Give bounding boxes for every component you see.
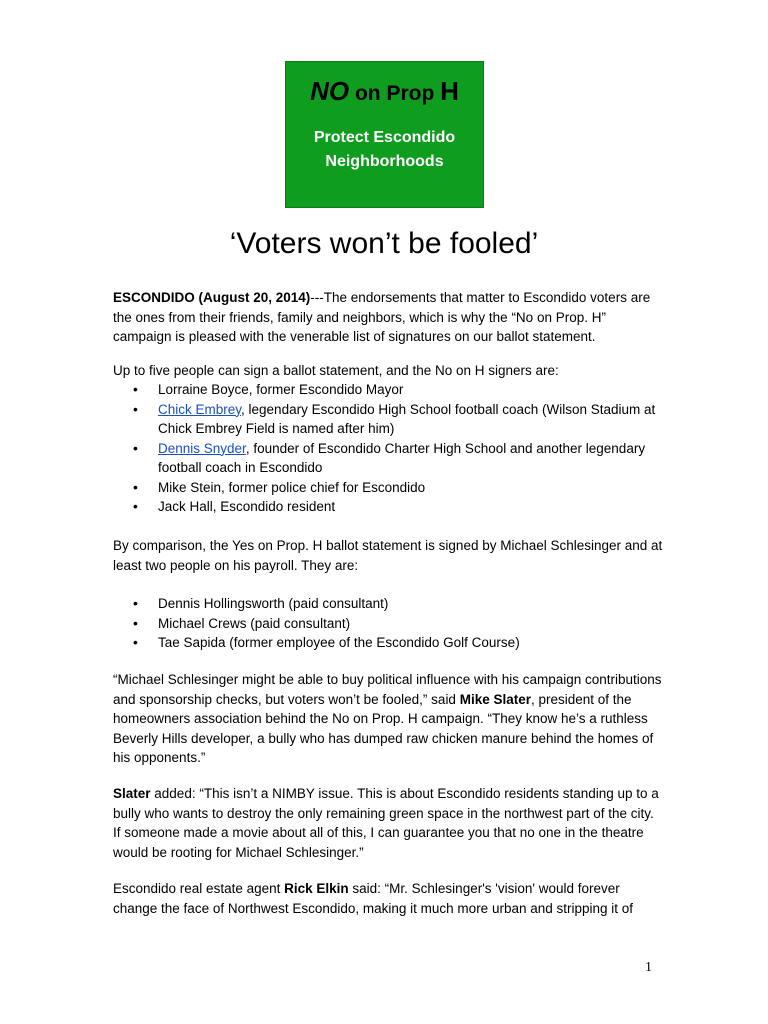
logo-line-3: Neighborhoods [325, 153, 444, 170]
quote-text: said: “Mr. Schlesinger's 'vision' would forever change the face of Northwest Escondido, making it much more urban and stripping it of [113, 881, 634, 916]
list-item-text: , founder of Escondido Charter High School and another legendary football coach in Escondido [158, 440, 646, 475]
page-title: ‘Voters won’t be fooled’ [229, 227, 539, 260]
speaker-name: Slater [113, 786, 151, 801]
intro-text: ---The endorsements that matter to Escondido voters are the ones from their friends, family and neighbors, which is why the “No on Prop. H” campaign is pleased with the venerable list of signatures on our ballot statement. [113, 290, 651, 344]
list-item: • Dennis Hollingsworth (paid consultant) [113, 594, 663, 614]
list-item: • Tae Sapida (former employee of the Escondido Golf Course) [113, 633, 663, 653]
dateline: ESCONDIDO (August 20, 2014) [113, 290, 311, 305]
speaker-name: Mike Slater [459, 691, 531, 707]
paragraph-intro [113, 288, 663, 347]
logo-line-2: Protect Escondido [313, 129, 456, 146]
chick-embrey-link[interactable]: Chick Embrey [158, 401, 242, 417]
dennis-snyder-link[interactable]: Dennis Snyder [158, 440, 246, 456]
list-item-text: , legendary Escondido High School football coach (Wilson Stadium at Chick Embrey Field is named after him) [158, 401, 656, 436]
logo-h: H [440, 76, 459, 106]
list-item [113, 400, 663, 439]
paragraph-comparison: By comparison, the Yes on Prop. H ballot statement is signed by Michael Schlesinger and at least two people on his payroll. They are: [113, 538, 663, 573]
list-item-text: Jack Hall, Escondido resident [158, 499, 336, 514]
speaker-name: Rick Elkin [284, 881, 349, 896]
quote-text: Escondido real estate agent [113, 881, 285, 896]
logo-tagline [286, 126, 483, 174]
list-item-text: Mike Stein, former police chief for Escondido [158, 479, 426, 495]
quote-text: , president of the homeowners association behind the No on Prop. H campaign. “They know he’s a ruthless Beverly Hills developer, a bully who has dumped raw chicken manure behind the homes of his opponents.” [113, 691, 654, 765]
list-item-text: Lorraine Boyce, former Escondido Mayor [158, 382, 404, 397]
logo-no: NO [310, 76, 350, 106]
list-item: • Michael Crews (paid consultant) [113, 614, 663, 634]
list-item [113, 497, 663, 517]
paragraph-elkin-quote [113, 879, 663, 918]
paragraph-signers-intro: Up to five people can sign a ballot statement, and the No on H signers are: [113, 363, 559, 378]
paragraph-slater-quote [113, 670, 663, 768]
list-item [113, 439, 663, 478]
quote-text: “Michael Schlesinger might be able to buy political influence with his campaign contributions and sponsorship checks, but voters won’t be fooled,” said [113, 672, 662, 707]
logo-headline [286, 76, 483, 107]
yes-signers-list [113, 594, 663, 653]
paragraph-slater-added [113, 784, 663, 862]
quote-text: added: “This isn’t a NIMBY issue. This is about Escondido residents standing up to a bully who wants to destroy the only remaining green space in the northwest part of the city. If someone made a movie about all of this, I can guarantee you that no one in the theatre would be rooting for Michael Schlesinger.” [113, 786, 659, 860]
logo-on-prop: on Prop [349, 82, 441, 105]
list-item [113, 380, 663, 400]
no-signers-list [113, 380, 663, 517]
no-on-prop-h-logo [285, 61, 484, 208]
page-number: 1 [645, 960, 652, 975]
list-item [113, 478, 663, 498]
